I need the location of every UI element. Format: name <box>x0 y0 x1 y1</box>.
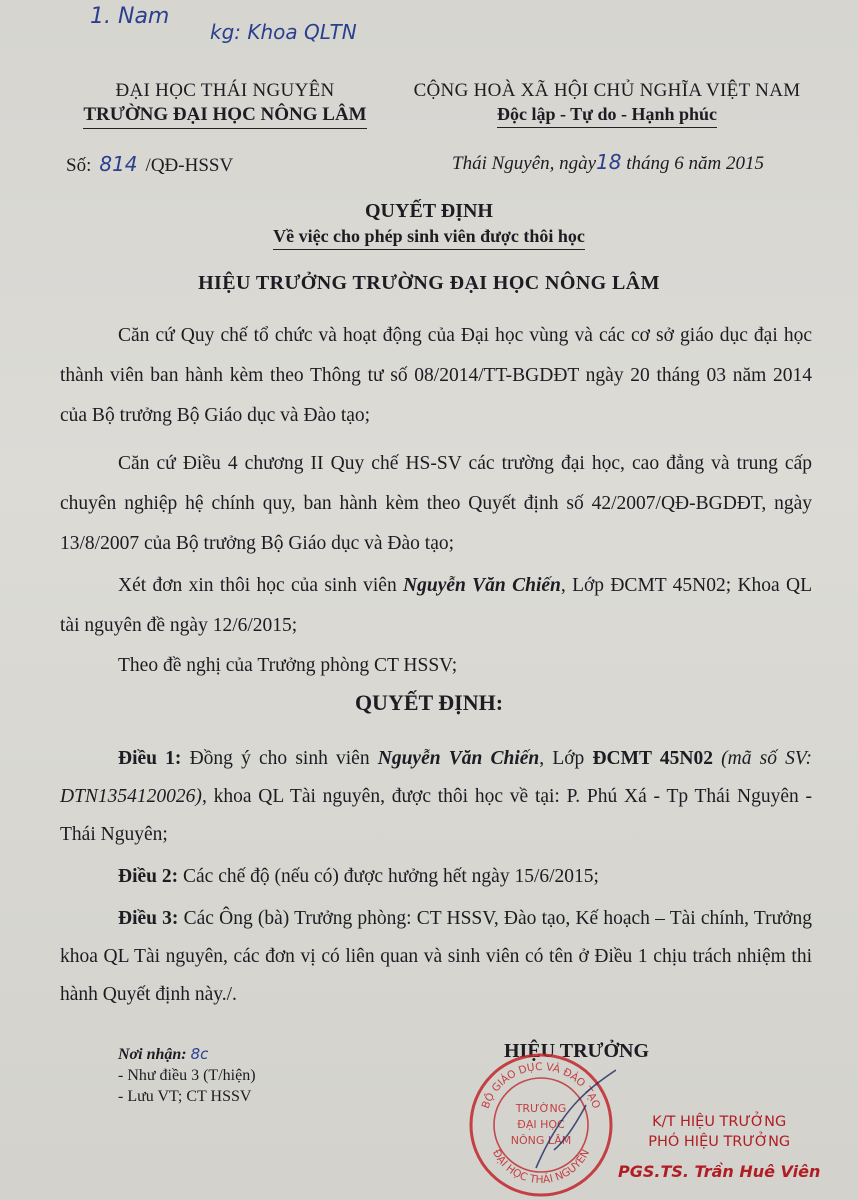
kt-line-2: PHÓ HIỆU TRƯỞNG <box>648 1134 791 1150</box>
kt-line-1: K/T HIỆU TRƯỞNG <box>652 1114 787 1130</box>
handwritten-note-top-left: 1. Nam <box>90 4 170 29</box>
article-2 <box>60 858 812 896</box>
article-2-text: Các chế độ (nếu có) được hưởng hết ngày 15/6/2015; <box>178 866 599 887</box>
national-motto: Độc lập - Tự do - Hạnh phúc <box>497 104 717 128</box>
recipient-item: - Như điều 3 (T/hiện) <box>118 1067 256 1084</box>
article-1-class: ĐCMT 45N02 <box>592 748 713 769</box>
signer-name: PGS.TS. Trần Huê Viên <box>618 1162 821 1181</box>
article-3-label: Điều 3: <box>118 908 179 929</box>
recipients-block <box>118 1044 256 1107</box>
document-subject <box>0 226 858 247</box>
reference-label: Số: <box>66 155 92 176</box>
reference-suffix: /QĐ-HSSV <box>145 155 234 176</box>
preamble-paragraph-2: Căn cứ Điều 4 chương II Quy chế HS-SV các trường đại học, cao đẳng và trung cấp chuyên nghiệp hệ chính quy, ban hành kèm theo Quyết định số 42/2007/QĐ-BGDĐT, ngày 13/8/2007 của Bộ trưởng Bộ Giáo dục và Đào tạo; <box>60 453 812 554</box>
article-3 <box>60 900 812 1014</box>
article-1-text-b: , Lớp <box>539 748 593 769</box>
articles <box>60 740 812 1014</box>
issue-date <box>452 150 764 175</box>
official-seal <box>466 1050 616 1200</box>
date-rest: tháng 6 năm 2015 <box>626 153 765 174</box>
preamble-paragraph-1: Căn cứ Quy chế tổ chức và hoạt động của Đại học vùng và các cơ sở giáo dục đại học thành viên ban hành kèm theo Thông tư số 08/2014/TT-BGDĐT ngày 20 tháng 03 năm 2014 của Bộ trưởng Bộ Giáo dục và Đào tạo; <box>60 325 812 426</box>
parent-organization: ĐẠI HỌC THÁI NGUYÊN <box>115 80 335 101</box>
handwritten-note-top-middle: kg: Khoa QLTN <box>210 20 357 44</box>
article-1-student-name: Nguyễn Văn Chiến <box>377 748 540 769</box>
student-name: Nguyễn Văn Chiến <box>403 575 561 596</box>
p3-text-c: ; Khoa QL tài nguyên đề ngày 12/6/2015; <box>60 575 813 636</box>
delegated-signer-block <box>618 1112 820 1182</box>
article-1-label: Điều 1: <box>118 748 182 769</box>
seal-center-line-2: ĐẠI HỌC <box>517 1118 565 1131</box>
document-reference <box>66 152 233 177</box>
issuer-header <box>60 80 390 129</box>
recipients-label: Nơi nhận: <box>118 1046 187 1063</box>
seal-ring-text-bottom: ĐẠI HỌC THÁI NGUYÊN <box>489 1147 593 1187</box>
seal-center-line-3: NÔNG LÂM <box>510 1134 572 1147</box>
seal-center-line-1: TRƯỜNG <box>515 1102 567 1115</box>
article-2-label: Điều 2: <box>118 866 179 887</box>
national-header <box>392 80 822 128</box>
article-3-text: Các Ông (bà) Trưởng phòng: CT HSSV, Đào tạo, Kế hoạch – Tài chính, Trưởng khoa QL Tài nguyên, các đơn vị có liên quan và sinh viên có tên ở Điều 1 chịu trách nhiệm thi hành Quyết định này./. <box>60 908 812 1005</box>
signer-title: HIỆU TRƯỞNG <box>504 1040 650 1062</box>
seal-ring-text-top: BỘ GIÁO DỤC VÀ ĐÀO TẠO <box>479 1060 603 1111</box>
p3-text-a: Xét đơn xin thôi học của sinh viên <box>118 575 404 596</box>
document-title: QUYẾT ĐỊNH <box>365 200 493 222</box>
article-1-text-c: , khoa QL Tài nguyên, được thôi học về tại: P. Phú Xá - Tp Thái Nguyên - Thái Nguyên; <box>60 786 812 845</box>
preamble-paragraph-3 <box>60 566 812 646</box>
p3-text-b: , Lớp ĐCMT 45N02 <box>560 575 726 596</box>
preamble <box>60 316 812 686</box>
reference-number: 814 <box>99 152 138 176</box>
date-day: 18 <box>596 150 622 174</box>
article-1-student-code: (mã số SV: DTN1354120026) <box>60 748 813 807</box>
subject-text: Về việc cho phép sinh viên được thôi học <box>273 226 585 250</box>
recipient-item: - Lưu VT; CT HSSV <box>118 1088 252 1105</box>
recipients-hand-mark: 8c <box>190 1045 209 1063</box>
decision-heading: QUYẾT ĐỊNH: <box>354 690 504 715</box>
issuing-school: TRƯỜNG ĐẠI HỌC NÔNG LÂM <box>83 104 366 129</box>
date-prefix: Thái Nguyên, ngày <box>452 153 597 174</box>
country-name: CỘNG HOÀ XÃ HỘI CHỦ NGHĨA VIỆT NAM <box>413 80 801 101</box>
article-1 <box>60 740 812 854</box>
preamble-paragraph-4: Theo đề nghị của Trưởng phòng CT HSSV; <box>118 655 458 676</box>
article-1-text-a: Đồng ý cho sinh viên <box>181 748 378 769</box>
issuing-authority: HIỆU TRƯỞNG TRƯỜNG ĐẠI HỌC NÔNG LÂM <box>198 272 660 294</box>
